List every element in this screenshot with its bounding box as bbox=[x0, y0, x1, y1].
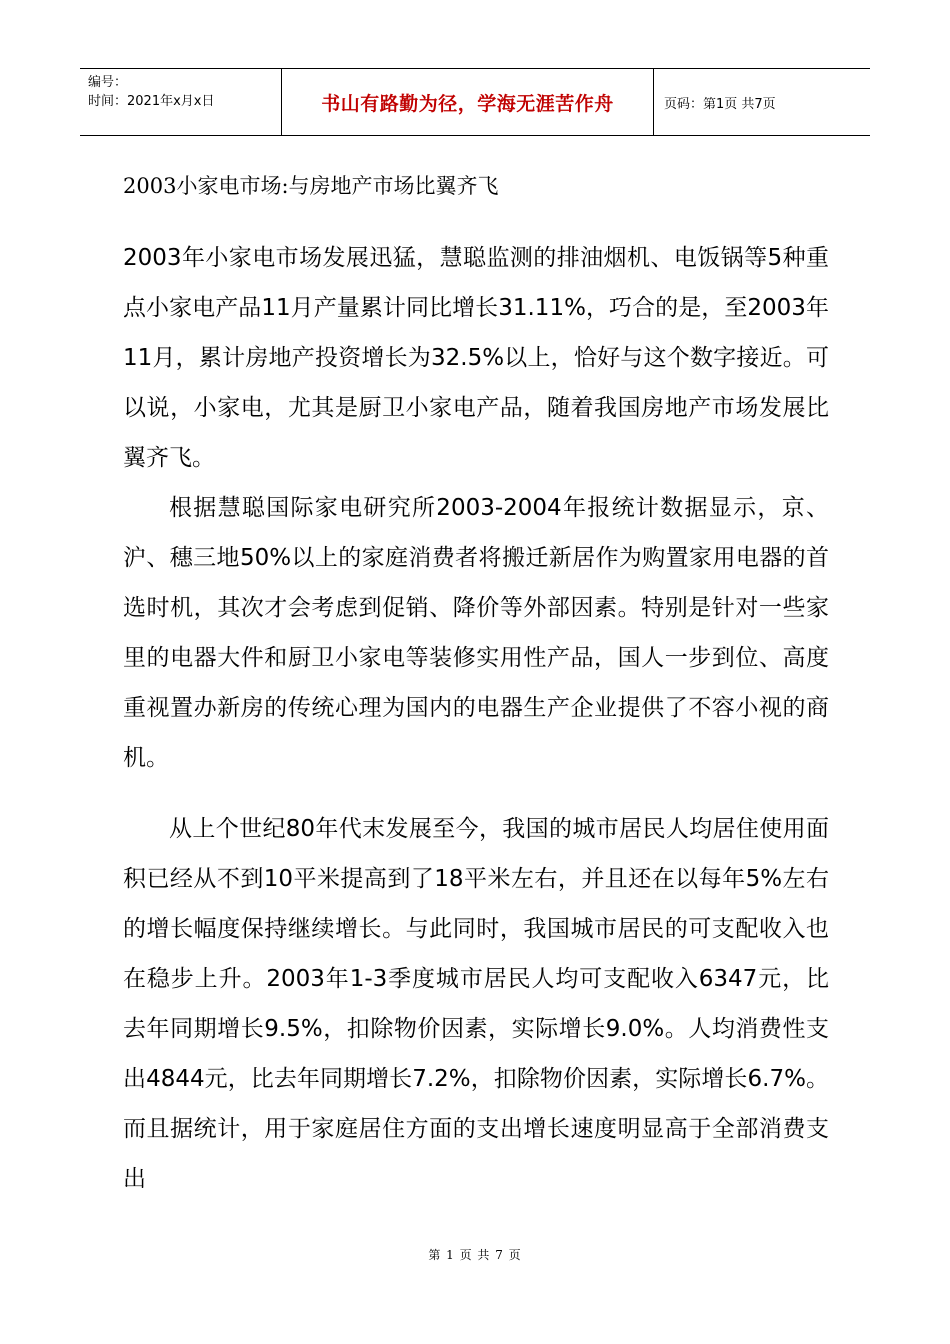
header-page-info: 页码：第1页 共7页 bbox=[664, 96, 776, 112]
document-title: 2003小家电市场:与房地产市场比翼齐飞 bbox=[123, 174, 499, 198]
paragraph-1: 2003年小家电市场发展迅猛，慧聪监测的排油烟机、电饭锅等5种重点小家电产品11月产量累计同比增长31.11%，巧合的是，至2003年11月，累计房地产投资增长为32.5%以上，恰好与这个数字接近。可以说，小家电，尤其是厨卫小家电产品，随着我国房地产市场发展比翼齐飞。 bbox=[123, 245, 829, 471]
paragraph-3: 从上个世纪80年代末发展至今，我国的城市居民人均居住使用面积已经从不到10平米提高到了18平米左右，并且还在以每年5%左右的增长幅度保持继续增长。与此同时，我国城市居民的可支配收入也在稳步上升。2003年1-3季度城市居民人均可支配收入6347元，比去年同期增长9.5%，扣除物价因素，实际增长9.0%。人均消费性支出4844元，比去年同期增长7.2%，扣除物价因素，实际增长6.7%。而且据统计，用于家庭居住方面的支出增长速度明显高于全部消费支出 bbox=[123, 816, 829, 1192]
header-meta-cell bbox=[80, 69, 282, 135]
header-motto: 书山有路勤为径，学海无涯苦作舟 bbox=[282, 69, 654, 135]
document-number-label: 编号： bbox=[88, 75, 128, 90]
page-footer: 第 1 页 共 7 页 bbox=[428, 1248, 522, 1262]
document-header bbox=[80, 68, 870, 136]
document-date-label: 时间：2021年x月x日 bbox=[88, 94, 215, 109]
paragraph-2: 根据慧聪国际家电研究所2003-2004年报统计数据显示，京、沪、穗三地50%以上的家庭消费者将搬迁新居作为购置家用电器的首选时机，其次才会考虑到促销、降价等外部因素。特别是针对一些家里的电器大件和厨卫小家电等装修实用性产品，国人一步到位、高度重视置办新房的传统心理为国内的电器生产企业提供了不容小视的商机。 bbox=[123, 495, 829, 771]
